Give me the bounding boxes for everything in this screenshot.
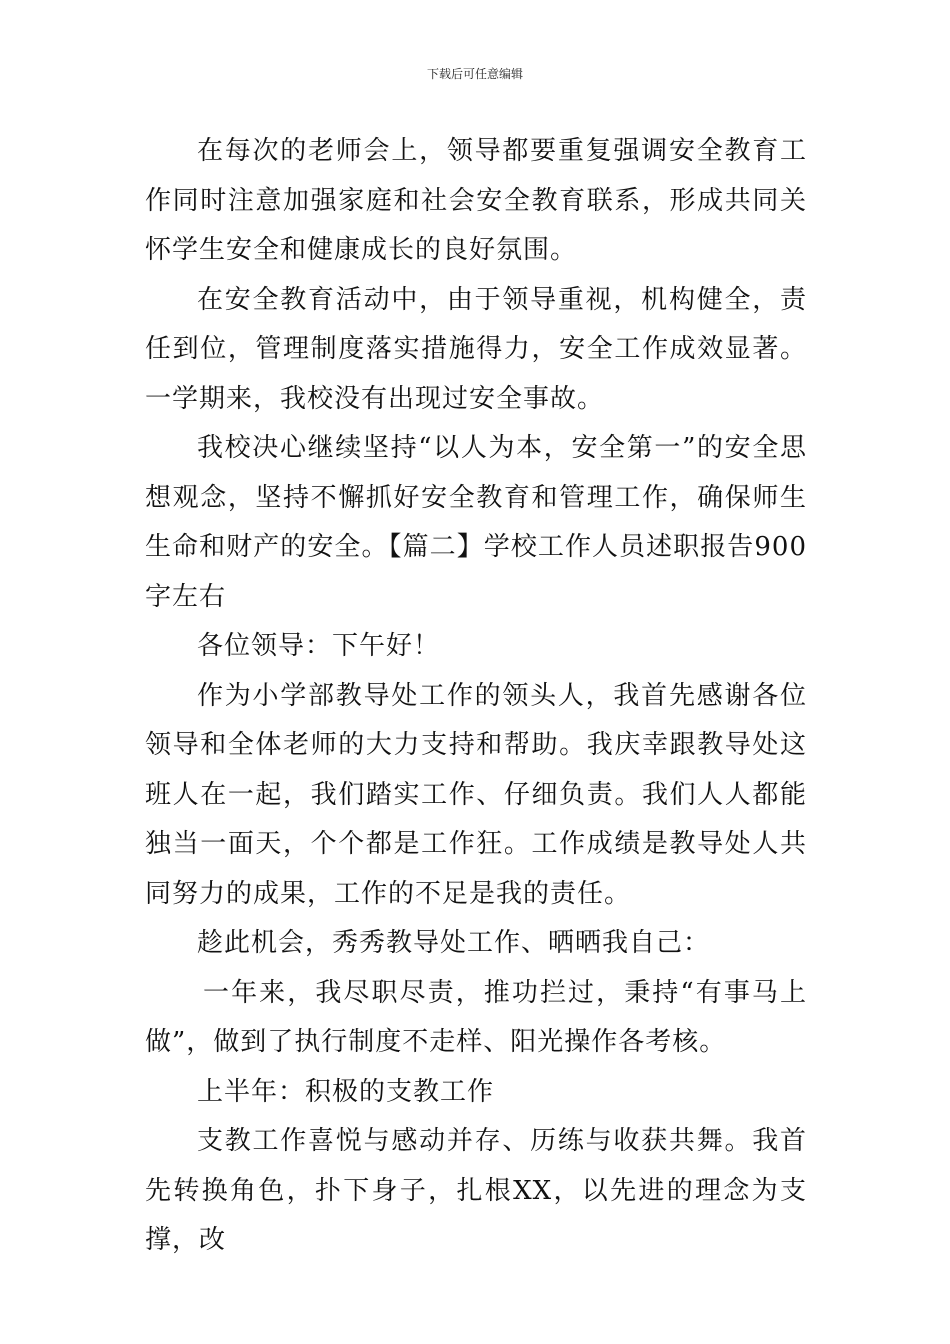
paragraph-opportunity: 趁此机会，秀秀教导处工作、晒晒我自己： [197,928,711,958]
paragraph-school-resolve: 我校决心继续坚持“以人为本，安全第一”的安全思想观念，坚持不懈抓好安全教育和管理工作，确保师生生命和财产的安全。【篇二】学校工作人员述职报告900字左右 [145,433,807,612]
paragraph-year-summary: 一年来，我尽职尽责，推功拦过，秉持“有事马上做”，做到了执行制度不走样、阳光操作各考核。 [145,977,807,1057]
paragraph-greeting: 各位领导：下午好！ [197,631,441,661]
document-body [145,127,807,1266]
paragraph-teaching-support: 支教工作喜悦与感动并存、历练与收获共舞。我首先转换角色，扑下身子，扎根XX，以先进的理念为支撑，改 [145,1126,807,1255]
paragraph-thanks: 作为小学部教导处工作的领头人，我首先感谢各位领导和全体老师的大力支持和帮助。我庆幸跟教导处这班人在一起，我们踏实工作、仔细负责。我们人人都能独当一面天，个个都是工作狂。工作成绩是教导处人共同努力的成果，工作的不足是我的责任。 [145,680,807,909]
paragraph-first-half-heading: 上半年：积极的支教工作 [197,1076,495,1107]
paragraph-safety-activities: 在安全教育活动中，由于领导重视，机构健全，责任到位，管理制度落实措施得力，安全工作成效显著。一学期来，我校没有出现过安全事故。 [145,284,807,414]
paragraph-safety-meetings: 在每次的老师会上，领导都要重复强调安全教育工作同时注意加强家庭和社会安全教育联系，形成共同关怀学生安全和健康成长的良好氛围。 [145,136,807,265]
page-header: 下载后可任意编辑 [426,67,523,81]
